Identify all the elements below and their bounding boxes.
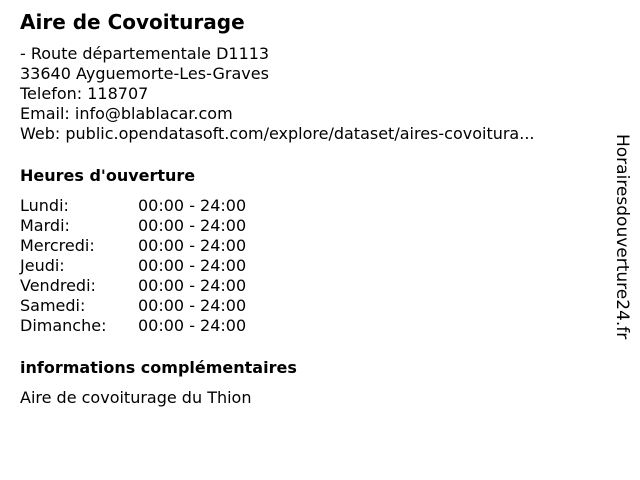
hours-day: Mercredi: <box>20 236 95 255</box>
address-line-1: - Route départementale D1113 <box>20 44 270 63</box>
hours-time: 00:00 - 24:00 <box>138 296 247 315</box>
site-brand <box>612 134 632 374</box>
hours-row <box>20 316 605 336</box>
hours-time: 00:00 - 24:00 <box>138 276 247 295</box>
hours-row <box>20 296 605 316</box>
place-title: Aire de Covoiturage <box>20 10 245 34</box>
hours-row <box>20 276 605 296</box>
hours-time: 00:00 - 24:00 <box>138 316 247 335</box>
hours-time: 00:00 - 24:00 <box>138 256 247 275</box>
hours-day: Mardi: <box>20 216 70 235</box>
hours-day: Lundi: <box>20 196 69 215</box>
hours-time: 00:00 - 24:00 <box>138 196 247 215</box>
email-line: Email: info@blablacar.com <box>20 104 233 123</box>
hours-table <box>20 196 605 336</box>
hours-day: Samedi: <box>20 296 86 315</box>
hours-day: Vendredi: <box>20 276 96 295</box>
web-line <box>20 124 605 144</box>
address-line-2: 33640 Ayguemorte-Les-Graves <box>20 64 269 83</box>
info-text: Aire de covoiturage du Thion <box>20 388 252 407</box>
hours-day: Dimanche: <box>20 316 107 335</box>
hours-row <box>20 256 605 276</box>
hours-title: Heures d'ouverture <box>20 166 196 185</box>
hours-time: 00:00 - 24:00 <box>138 216 247 235</box>
info-title: informations complémentaires <box>20 358 297 377</box>
web-link[interactable]: Web: public.opendatasoft.com/explore/dataset/aires-covoitura... <box>20 124 535 143</box>
phone-line: Telefon: 118707 <box>20 84 149 103</box>
hours-row <box>20 216 605 236</box>
hours-row <box>20 236 605 256</box>
site-brand-label[interactable]: Horairesdouverture24.fr <box>612 134 632 340</box>
place-card <box>20 10 605 408</box>
hours-row <box>20 196 605 216</box>
hours-day: Jeudi: <box>20 256 65 275</box>
hours-time: 00:00 - 24:00 <box>138 236 247 255</box>
